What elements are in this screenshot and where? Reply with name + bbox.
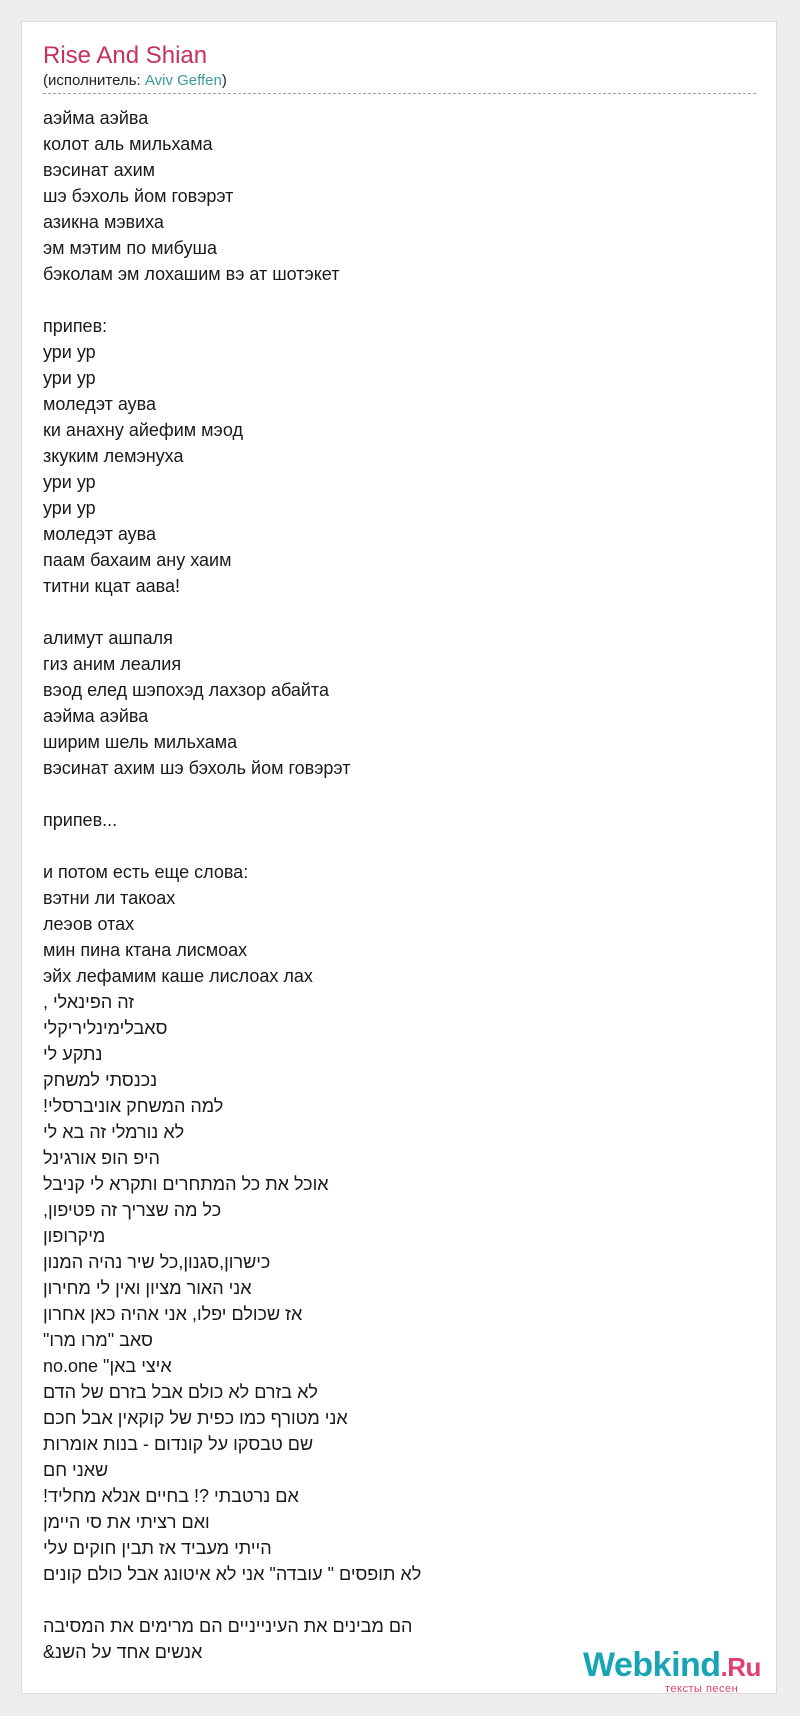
lyrics-line: מיקרופון <box>43 1226 106 1246</box>
lyrics-line: כל מה שצריך זה פטיפון, <box>43 1200 222 1220</box>
lyrics-line: зкуким лемэнуха <box>43 446 184 466</box>
lyrics-blank-line <box>43 599 743 625</box>
lyrics-line: припев... <box>43 810 118 830</box>
song-title: Rise And Shian <box>43 42 208 69</box>
lyrics-line: паам бахаим ану хаим <box>43 550 232 570</box>
lyrics-line: титни кцат аава! <box>43 576 180 596</box>
lyrics-line: ури ур <box>43 498 96 518</box>
lyrics-line: לא תופסים " עובדה" אני לא איטונג אבל כולם קונים <box>43 1564 422 1584</box>
webkind-watermark <box>583 1646 783 1696</box>
artist-line <box>43 72 227 90</box>
lyrics-line: לא נורמלי זה בא לי <box>43 1122 185 1142</box>
lyrics-line: הייתי מעביד אז תבין חוקים עלי <box>43 1538 272 1558</box>
lyrics-line: אם נרטבתי ?! בחיים אנלא מחליד! <box>43 1486 299 1506</box>
lyrics-blank-line <box>43 287 743 313</box>
title-divider <box>43 93 756 94</box>
lyrics-line: вэсинат ахим шэ бэхоль йом говэрэт <box>43 758 351 778</box>
lyrics-line: no.one "איצי באן <box>43 1356 172 1376</box>
lyrics-line: אני האור מציון ואין לי מחירון <box>43 1278 252 1298</box>
lyrics-line: вэтни ли такоах <box>43 888 176 908</box>
lyrics-line: אז שכולם יפלו, אני אהיה כאן אחרון <box>43 1304 303 1324</box>
lyrics-body <box>43 105 743 1665</box>
lyrics-line: נכנסתי למשחק <box>43 1070 158 1090</box>
watermark-brand: Webkind <box>583 1646 721 1684</box>
lyrics-line: אוכל את כל המתחרים ותקרא לי קניבל <box>43 1174 329 1194</box>
lyrics-blank-line <box>43 833 743 859</box>
lyrics-line: моледэт аува <box>43 524 157 544</box>
lyrics-line: הם מבינים את העינייניים הם מרימים את המסיבה <box>43 1616 413 1636</box>
lyrics-line: למה המשחק אוניברסלי! <box>43 1096 224 1116</box>
lyrics-line: мин пина ктана лисмоах <box>43 940 248 960</box>
lyrics-line: эм мэтим по мибуша <box>43 238 217 258</box>
watermark-logo <box>583 1646 761 1686</box>
artist-prefix: (исполнитель: <box>43 72 145 89</box>
lyrics-card <box>21 21 777 1694</box>
lyrics-blank-line <box>43 1587 743 1613</box>
lyrics-line: סאב "מרו מרו" <box>43 1330 153 1350</box>
lyrics-line: ширим шель мильхама <box>43 732 238 752</box>
lyrics-line: זה הפינאלי , <box>43 992 140 1012</box>
lyrics-line: ואם רציתי את סי היימן <box>43 1512 210 1532</box>
artist-suffix: ) <box>221 72 227 89</box>
artist-link[interactable]: Aviv Geffen <box>144 72 222 89</box>
lyrics-line: алимут ашпаля <box>43 628 173 648</box>
watermark-tld: .Ru <box>720 1652 761 1682</box>
lyrics-line: לא בזרם לא כולם אבל בזרם של הדם <box>43 1382 318 1402</box>
lyrics-line: אני מטורף כמו כפית של קוקאין אבל חכם <box>43 1408 348 1428</box>
lyrics-line: ури ур <box>43 368 96 388</box>
lyrics-line: гиз аним леалия <box>43 654 182 674</box>
lyrics-line: леэов отах <box>43 914 135 934</box>
watermark-tagline: тексты песен <box>665 1683 739 1695</box>
lyrics-line: и потом есть еще слова: <box>43 862 249 882</box>
lyrics-blank-line <box>43 781 743 807</box>
lyrics-line: ури ур <box>43 342 96 362</box>
lyrics-line: азикна мэвиха <box>43 212 164 232</box>
lyrics-line: вэсинат ахим <box>43 160 156 180</box>
lyrics-line: ки анахну айефим мэод <box>43 420 244 440</box>
lyrics-line: припев: <box>43 316 108 336</box>
lyrics-line: אנשים אחד על השנ& <box>43 1642 203 1662</box>
lyrics-line: ури ур <box>43 472 96 492</box>
lyrics-line: סאבלימינליריקלי <box>43 1018 168 1038</box>
lyrics-line: колот аль мильхама <box>43 134 213 154</box>
lyrics-line: вэод елед шэпохэд лахзор абайта <box>43 680 329 700</box>
lyrics-line: שם טבסקו על קונדום - בנות אומרות <box>43 1434 314 1454</box>
lyrics-line: эйх лефамим каше лислоах лах <box>43 966 313 986</box>
lyrics-line: היפ הופ אורגינל <box>43 1148 160 1168</box>
lyrics-line: бэколам эм лохашим вэ ат шотэкет <box>43 264 340 284</box>
lyrics-line: аэйма аэйва <box>43 706 149 726</box>
lyrics-line: נתקע לי <box>43 1044 103 1064</box>
lyrics-line: шэ бэхоль йом говэрэт <box>43 186 234 206</box>
lyrics-line: аэйма аэйва <box>43 108 149 128</box>
lyrics-line: כישרון,סגנון,כל שיר נהיה המנון <box>43 1252 271 1272</box>
lyrics-line: שאני חם <box>43 1460 109 1480</box>
lyrics-line: моледэт аува <box>43 394 157 414</box>
